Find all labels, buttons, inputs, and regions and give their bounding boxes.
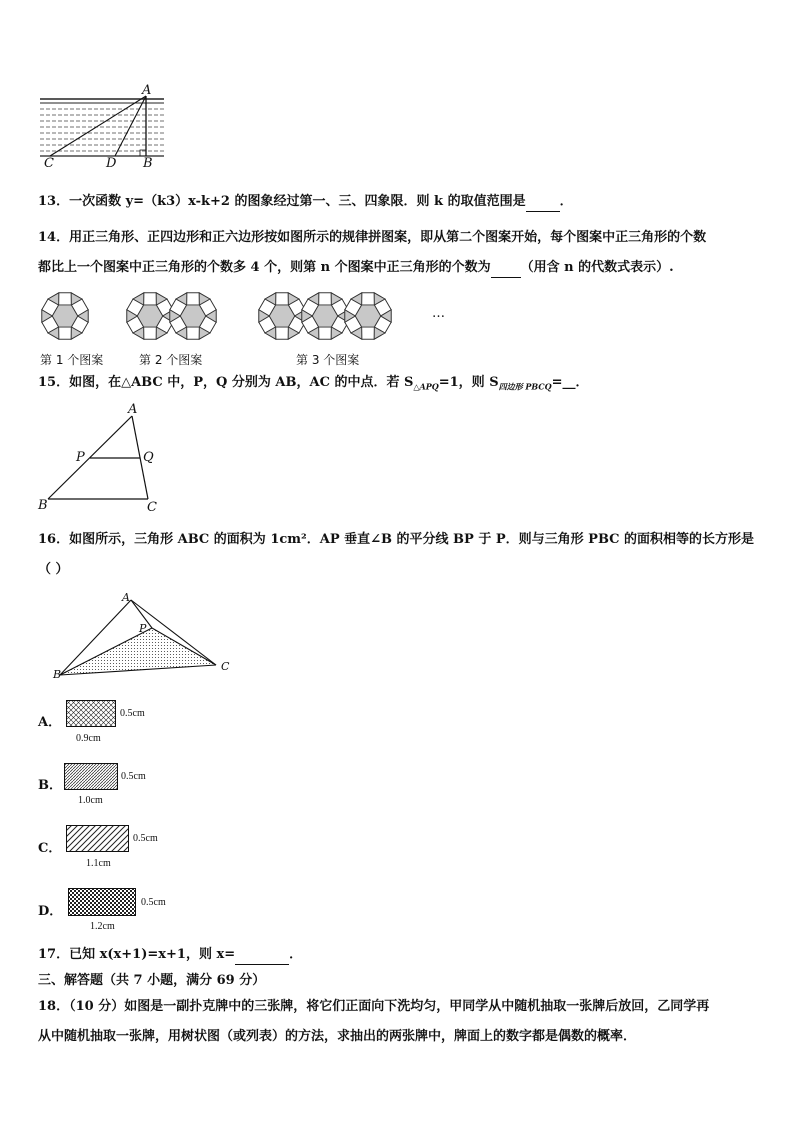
question-14-text: 都比上一个图案中正三角形的个数多 4 个，则第 n 个图案中正三角形的个数为: [38, 260, 491, 275]
option-a-rectangle[interactable]: [66, 700, 118, 728]
option-c-letter[interactable]: C．: [38, 841, 62, 856]
option-a-width: 0.9cm: [76, 733, 101, 744]
option-b-letter[interactable]: B．: [38, 778, 62, 793]
section-heading: 三、解答题（共 7 小题，满分 69 分）: [38, 973, 266, 988]
subscript-pbcq: 四边形 PBCQ: [498, 381, 552, 392]
question-15-end: =__．: [551, 375, 589, 390]
option-b-width: 1.0cm: [78, 795, 103, 806]
question-16-line-1: 16．如图所示，三角形 ABC 的面积为 1cm²．AP 垂直∠B 的平分线 BP 于 P．则与三角形 PBC 的面积相等的长方形是: [38, 532, 755, 547]
option-d-letter[interactable]: D．: [38, 904, 63, 919]
question-18-line-2: 从中随机抽取一张牌，用树状图（或列表）的方法，求抽出的两张牌中，牌面上的数字都是偶数的概率．: [38, 1029, 637, 1044]
ellipsis: …: [432, 306, 445, 321]
option-a-letter[interactable]: A．: [38, 715, 62, 730]
tile-patterns-figure: [0, 280, 794, 360]
square-tile: [187, 293, 200, 305]
option-d-rectangle[interactable]: [68, 888, 138, 918]
answer-blank: [491, 259, 521, 278]
point-label-c: C: [147, 500, 157, 515]
point-label-a: A: [128, 402, 138, 417]
point-label-a: A: [142, 83, 152, 98]
pattern-caption-1: 第 1 个图案: [40, 353, 104, 367]
question-14-text-end: （用含 n 的代数式表示）.: [520, 260, 674, 275]
answer-blank: [526, 193, 560, 212]
option-a-height: 0.5cm: [120, 708, 145, 719]
point-label-c: C: [44, 156, 54, 171]
question-13-end: ．: [559, 194, 573, 209]
pattern-caption-2: 第 2 个图案: [139, 353, 203, 367]
question-17-text: 17．已知 x(x+1)=x+1，则 x=: [38, 947, 236, 962]
square-tile: [319, 293, 332, 305]
option-b-height: 0.5cm: [121, 771, 146, 782]
question-15: [38, 374, 758, 396]
option-d-height: 0.5cm: [141, 897, 166, 908]
answer-blank: [235, 946, 289, 965]
square-tile: [276, 327, 289, 339]
point-label-c: C: [221, 660, 230, 673]
square-tile: [319, 327, 332, 339]
square-tile: [362, 293, 375, 305]
point-label-p: P: [139, 622, 147, 635]
point-label-b: B: [53, 668, 62, 681]
triangle-bisector-figure: [40, 590, 240, 685]
subscript-apq: △APQ: [413, 381, 439, 392]
point-label-q: Q: [143, 450, 154, 465]
point-label-d: D: [106, 156, 117, 171]
square-tile: [144, 327, 157, 339]
square-tile: [59, 293, 72, 305]
point-label-b: B: [38, 498, 48, 513]
point-label-p: P: [76, 450, 85, 465]
square-tile: [276, 293, 289, 305]
question-13: [38, 193, 758, 212]
square-tile: [187, 327, 200, 339]
option-c-rectangle[interactable]: [66, 825, 132, 855]
option-b-rectangle[interactable]: [64, 763, 120, 793]
question-17-end: ．: [289, 947, 303, 962]
question-15-mid: =1，则 S: [438, 375, 499, 390]
question-17: [38, 946, 758, 965]
question-13-text: 13．一次函数 y=（k3）x-k+2 的图象经过第一、三、四象限．则 k 的取值范围是: [38, 194, 526, 209]
question-16-line-2: （ ）: [38, 562, 69, 577]
option-c-width: 1.1cm: [86, 858, 111, 869]
option-d-width: 1.2cm: [90, 921, 115, 932]
question-14-line-2: [38, 259, 758, 278]
square-tile: [144, 293, 157, 305]
question-15-text: 15．如图，在△ABC 中，P，Q 分别为 AB，AC 的中点．若 S: [38, 375, 414, 390]
point-label-b: B: [143, 156, 153, 171]
point-label-a: A: [122, 591, 130, 604]
option-c-height: 0.5cm: [133, 833, 158, 844]
square-tile: [59, 327, 72, 339]
pattern-caption-3: 第 3 个图案: [296, 353, 360, 367]
question-14-line-1: 14．用正三角形、正四边形和正六边形按如图所示的规律拼图案，即从第二个图案开始，每个图案中正三角形的个数: [38, 230, 707, 245]
question-18-line-1: 18．（10 分）如图是一副扑克牌中的三张牌，将它们正面向下洗均匀，甲同学从中随机抽取一张牌后放回，乙同学再: [38, 999, 710, 1014]
square-tile: [362, 327, 375, 339]
